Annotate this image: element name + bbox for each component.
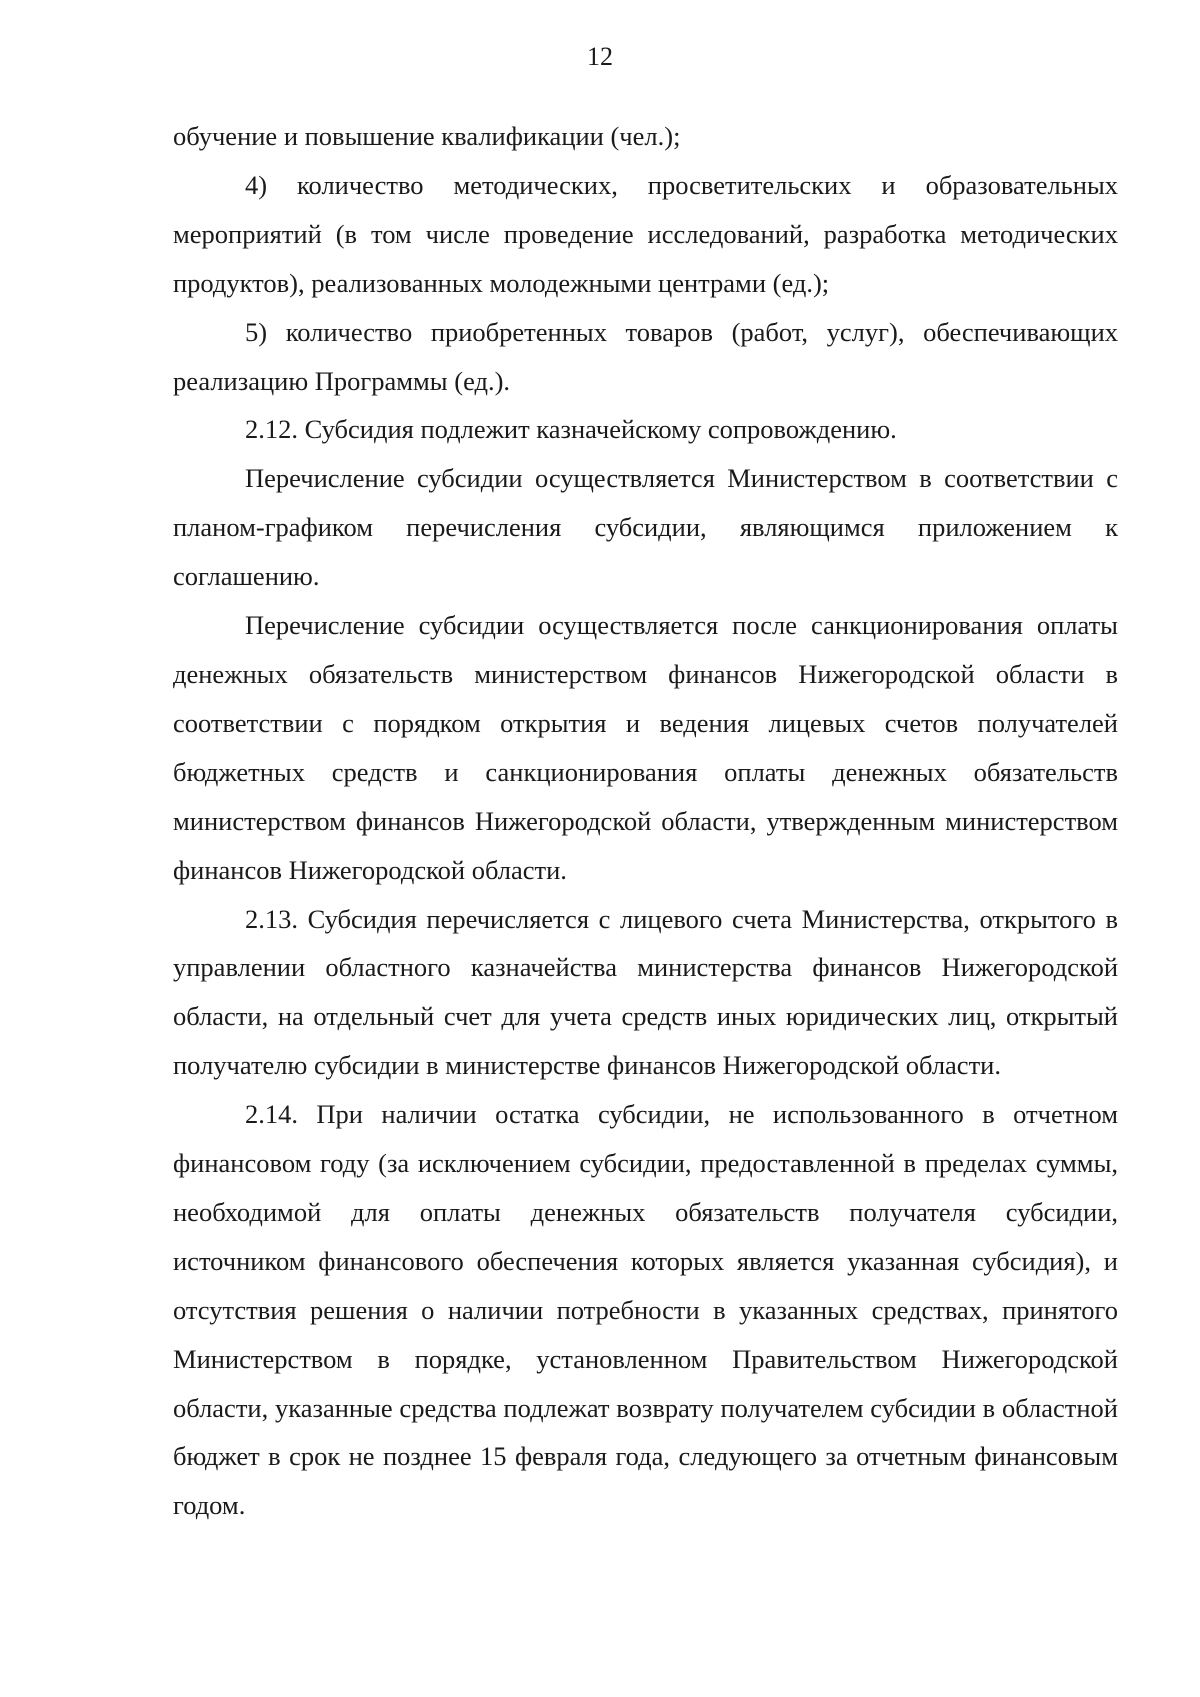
document-body bbox=[173, 112, 1118, 1530]
paragraph-item-4: 4) количество методических, просветительских и образовательных мероприятий (в том числе проведение исследований, разработка методических продуктов), реализованных молодежными центрами (ед.); bbox=[173, 169, 1118, 298]
paragraph-continuation: обучение и повышение квалификации (чел.); bbox=[173, 121, 681, 151]
paragraph-transfer-schedule: Перечисление субсидии осуществляется Министерством в соответствии с планом-графиком перечисления субсидии, являющимся приложением к соглашению. bbox=[173, 463, 1118, 592]
paragraph-transfer-authorization: Перечисление субсидии осуществляется после санкционирования оплаты денежных обязательств министерством финансов Нижегородской области в соответствии с порядком открытия и ведения лицевых счетов получателей бюджетных средств и санкционирования оплаты денежных обязательств министерством финансов Нижегородской области, утвержденным министерством финансов Нижегородской области. bbox=[173, 610, 1118, 885]
paragraph-section-2-13: 2.13. Субсидия перечисляется с лицевого счета Министерства, открытого в управлении областного казначейства министерства финансов Нижегородской области, на отдельный счет для учета средств иных юридических лиц, открытый получателю субсидии в министерстве финансов Нижегородской области. bbox=[173, 903, 1118, 1081]
paragraph-section-2-12: 2.12. Субсидия подлежит казначейскому сопровождению. bbox=[245, 414, 897, 445]
page-number: 12 bbox=[587, 42, 613, 71]
paragraph-item-5: 5) количество приобретенных товаров (работ, услуг), обеспечивающих реализацию Программы (ед.). bbox=[173, 316, 1118, 396]
paragraph-section-2-14: 2.14. При наличии остатка субсидии, не использованного в отчетном финансовом году (за исключением субсидии, предоставленной в пределах суммы, необходимой для оплаты денежных обязательств получателя субсидии, источником финансового обеспечения которых является указанная субсидия), и отсутствия решения о наличии потребности в указанных средствах, принятого Министерством в порядке, установленном Правительством Нижегородской области, указанные средства подлежат возврату получателем субсидии в областной бюджет в срок не позднее 15 февраля года, следующего за отчетным финансовым годом. bbox=[173, 1099, 1118, 1521]
